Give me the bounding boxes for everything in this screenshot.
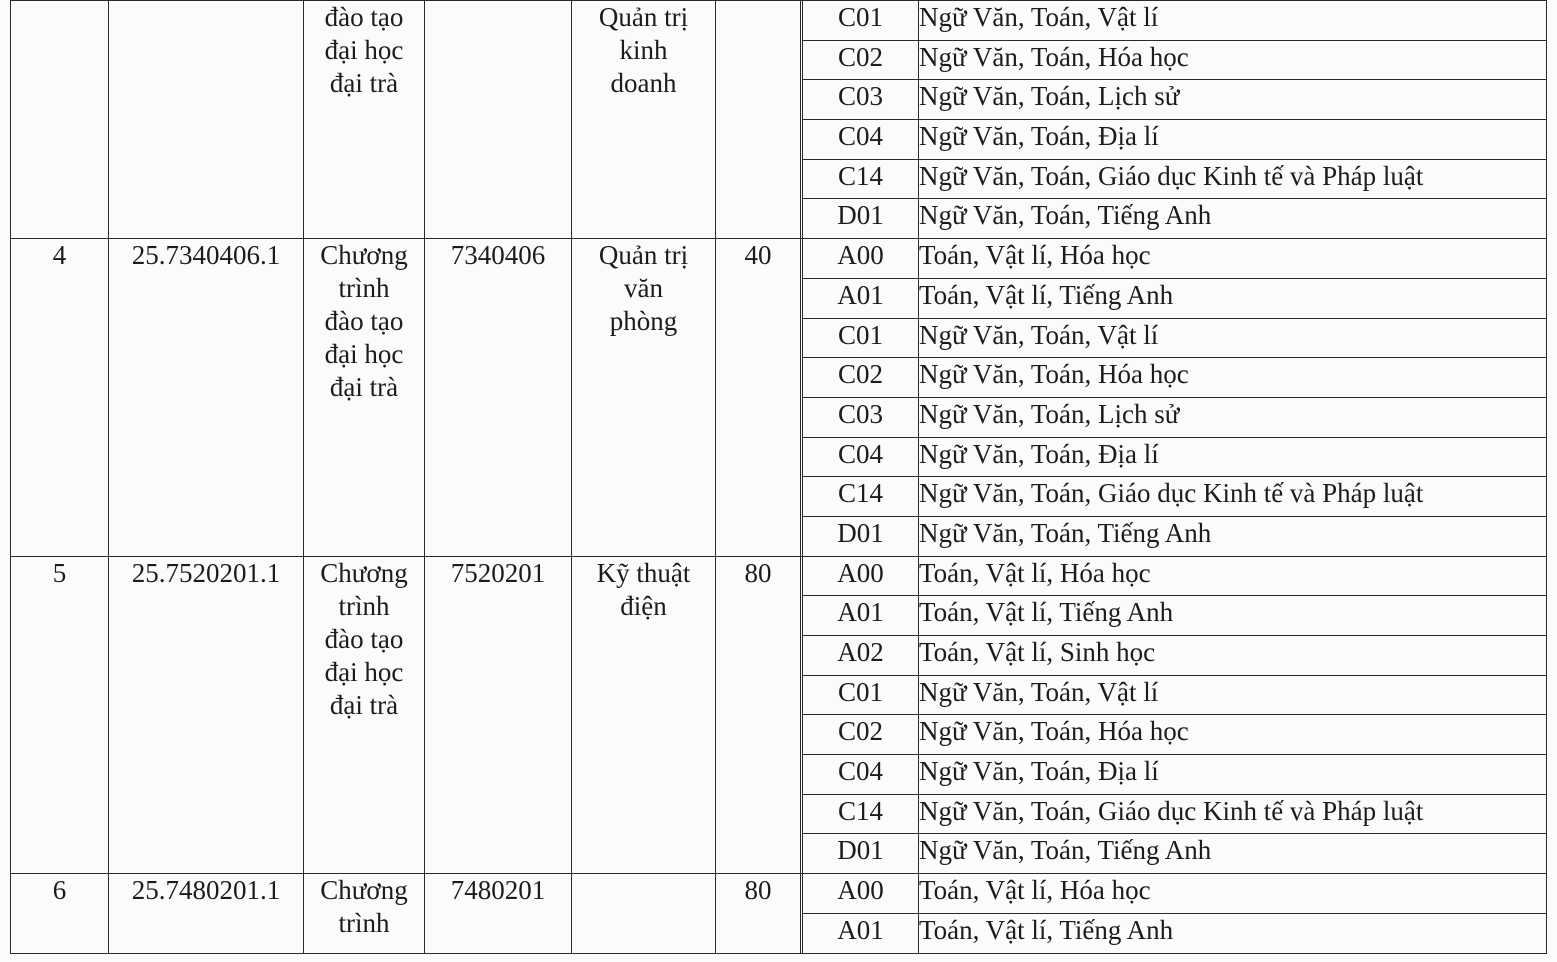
- combination-subjects: Ngữ Văn, Toán, Tiếng Anh: [919, 834, 1547, 874]
- combination-subjects: Ngữ Văn, Toán, Vật lí: [919, 1, 1547, 41]
- combination-code: C03: [803, 80, 919, 120]
- major-name-cell: Kỹ thuật điện: [572, 556, 716, 874]
- admission-code-cell: 25.7340406.1: [109, 239, 304, 557]
- combination-code: A00: [803, 239, 919, 279]
- combination-subjects: Ngữ Văn, Toán, Hóa học: [919, 715, 1547, 755]
- combination-code: C14: [803, 159, 919, 199]
- combination-code: C01: [803, 318, 919, 358]
- combination-subjects: Ngữ Văn, Toán, Giáo dục Kinh tế và Pháp luật: [919, 159, 1547, 199]
- major-code-cell: 7340406: [425, 239, 572, 557]
- combination-subjects: Ngữ Văn, Toán, Địa lí: [919, 755, 1547, 795]
- combination-code: D01: [803, 516, 919, 556]
- combination-code: C14: [803, 794, 919, 834]
- combination-subjects: Ngữ Văn, Toán, Hóa học: [919, 40, 1547, 80]
- program-cell: đào tạo đại học đại trà: [304, 1, 425, 239]
- combination-code: C02: [803, 358, 919, 398]
- combination-subjects: Toán, Vật lí, Hóa học: [919, 556, 1547, 596]
- combination-code: C02: [803, 715, 919, 755]
- combination-code: C04: [803, 437, 919, 477]
- combination-subjects: Ngữ Văn, Toán, Giáo dục Kinh tế và Pháp luật: [919, 477, 1547, 517]
- table-row: [11, 874, 1547, 914]
- program-cell: Chương trình đào tạo đại học đại trà: [304, 239, 425, 557]
- combination-subjects: Toán, Vật lí, Hóa học: [919, 239, 1547, 279]
- stt-cell: 4: [11, 239, 109, 557]
- combination-code: D01: [803, 199, 919, 239]
- combination-subjects: Ngữ Văn, Toán, Lịch sử: [919, 80, 1547, 120]
- combination-subjects: Ngữ Văn, Toán, Địa lí: [919, 437, 1547, 477]
- admission-table: [10, 0, 1547, 954]
- combination-subjects: Ngữ Văn, Toán, Địa lí: [919, 120, 1547, 160]
- combination-subjects: Toán, Vật lí, Sinh học: [919, 636, 1547, 676]
- major-name-cell: [572, 874, 716, 953]
- combination-code: A00: [803, 556, 919, 596]
- combination-subjects: Toán, Vật lí, Tiếng Anh: [919, 278, 1547, 318]
- table-row: [11, 556, 1547, 596]
- combination-code: A01: [803, 596, 919, 636]
- combination-code: C14: [803, 477, 919, 517]
- quota-cell: [716, 1, 801, 239]
- combination-code: A00: [803, 874, 919, 914]
- combination-code: C04: [803, 755, 919, 795]
- combination-code: A01: [803, 913, 919, 953]
- major-code-cell: [425, 1, 572, 239]
- combination-subjects: Ngữ Văn, Toán, Giáo dục Kinh tế và Pháp luật: [919, 794, 1547, 834]
- table-row: [11, 239, 1547, 279]
- major-code-cell: 7520201: [425, 556, 572, 874]
- combination-subjects: Ngữ Văn, Toán, Vật lí: [919, 318, 1547, 358]
- combination-code: C04: [803, 120, 919, 160]
- admission-code-cell: [109, 1, 304, 239]
- combination-subjects: Toán, Vật lí, Tiếng Anh: [919, 913, 1547, 953]
- major-name-cell: Quản trị kinh doanh: [572, 1, 716, 239]
- combination-code: C01: [803, 1, 919, 41]
- combination-subjects: Toán, Vật lí, Tiếng Anh: [919, 596, 1547, 636]
- combination-code: A01: [803, 278, 919, 318]
- combination-subjects: Ngữ Văn, Toán, Hóa học: [919, 358, 1547, 398]
- stt-cell: 5: [11, 556, 109, 874]
- table-body: [11, 1, 1547, 954]
- combination-code: C01: [803, 675, 919, 715]
- quota-cell: 80: [716, 874, 801, 953]
- admission-code-cell: 25.7520201.1: [109, 556, 304, 874]
- quota-cell: 40: [716, 239, 801, 557]
- combination-subjects: Ngữ Văn, Toán, Tiếng Anh: [919, 199, 1547, 239]
- combination-subjects: Ngữ Văn, Toán, Vật lí: [919, 675, 1547, 715]
- stt-cell: [11, 1, 109, 239]
- combination-subjects: Ngữ Văn, Toán, Lịch sử: [919, 397, 1547, 437]
- stt-cell: 6: [11, 874, 109, 953]
- combination-code: D01: [803, 834, 919, 874]
- program-cell: Chương trình đào tạo đại học đại trà: [304, 556, 425, 874]
- quota-cell: 80: [716, 556, 801, 874]
- combination-code: C02: [803, 40, 919, 80]
- table-row: [11, 1, 1547, 41]
- program-cell: Chương trình: [304, 874, 425, 953]
- combination-subjects: Ngữ Văn, Toán, Tiếng Anh: [919, 516, 1547, 556]
- admission-code-cell: 25.7480201.1: [109, 874, 304, 953]
- major-code-cell: 7480201: [425, 874, 572, 953]
- major-name-cell: Quản trị văn phòng: [572, 239, 716, 557]
- combination-subjects: Toán, Vật lí, Hóa học: [919, 874, 1547, 914]
- combination-code: A02: [803, 636, 919, 676]
- combination-code: C03: [803, 397, 919, 437]
